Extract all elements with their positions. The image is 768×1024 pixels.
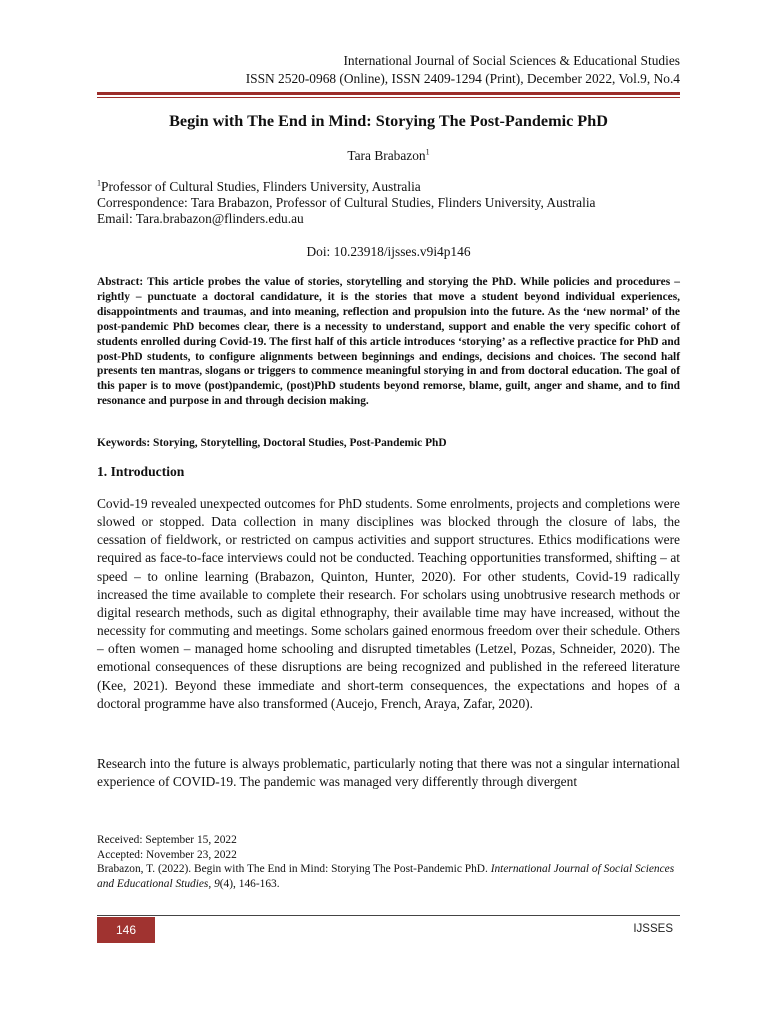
body-paragraph-2: Research into the future is always problematic, particularly noting that there was not a singular international experience of COVID-19. The pandemic was managed very differently through divergent: [97, 756, 680, 790]
accepted-date: Accepted: November 23, 2022: [97, 848, 237, 861]
affiliation-superscript: 1: [97, 178, 101, 188]
abstract: Abstract: This article probes the value of stories, storytelling and storying the PhD. While policies and procedures – rightly – punctuate a doctoral candidature, it is the stories that move a student beyond individual experiences, disappointments and traumas, and into meaning, reflection and propulsion into the future. As the ‘new normal’ of the post-pandemic PhD becomes clear, there is a necessity to understand, support and enable the very specific cohort of students enrolled during Covid-19. The first half of this article introduces ‘storying’ as a reflective practice for PhD and post-PhD students, to configure alignments between beginnings and endings, decisions and choices. The second half presents ten mantras, slogans or triggers to commence meaningful storying in and from doctoral education. The goal of this paper is to move (post)pandemic, (post)PhD students beyond remorse, blame, guilt, anger and shame, and to find resonance and purpose in and through decision making.: [97, 276, 680, 408]
header-rule-thick: [97, 92, 680, 95]
journal-header: [246, 52, 680, 88]
affiliation-line: [97, 179, 680, 195]
citation-volume: 9: [211, 877, 220, 890]
footnotes: [97, 833, 680, 891]
body-paragraph-1: Covid-19 revealed unexpected outcomes for PhD students. Some enrolments, projects and completions were slowed or stopped. Data collection in many disciplines was blocked through the closure of labs, the cessation of fieldwork, or restricted on campus activities and support structures. Ethics modifications were required as face-to-face interviews could not be conducted. Teaching opportunities transformed, shifting – at speed – to online learning (Brabazon, Quinton, Hunter, 2020). For other students, Covid-19 radically increased the time available to complete their research. For scholars using unobtrusive research methods or digital research methods, such as digital ethnography, their available time may have increased, without the necessity for commuting and meetings. Some scholars gained enormous freedom over their schedule. Others – often women – managed home schooling and disrupted timetables (Letzel, Pozas, Schneider, 2020). The emotional consequences of these disruptions are being recognized and published in the refereed literature (Kee, 2021). Beyond these immediate and short-term consequences, the expectations and hopes of a doctoral programme have also transformed (Aucejo, French, Araya, Zafar, 2020).: [97, 496, 680, 711]
email-line: Email: Tara.brabazon@flinders.edu.au: [97, 211, 304, 226]
article-title: Begin with The End in Mind: Storying The Post-Pandemic PhD: [169, 112, 608, 130]
footer-rule: [97, 915, 680, 916]
page-number-badge: [97, 917, 155, 943]
journal-name-line: International Journal of Social Sciences & Educational Studies: [343, 53, 680, 68]
author-name: Tara Brabazon: [347, 148, 426, 163]
citation-prefix: Brabazon, T. (2022). Begin with The End in Mind: Storying The Post-Pandemic PhD.: [97, 863, 491, 875]
citation-suffix: (4), 146-163.: [219, 877, 280, 890]
section-heading-introduction: 1. Introduction: [97, 464, 185, 479]
received-date: Received: September 15, 2022: [97, 834, 237, 846]
article-author: [97, 148, 680, 164]
doi-line: Doi: 10.23918/ijsses.v9i4p146: [306, 244, 471, 259]
page-number: 146: [115, 923, 137, 937]
correspondence-line: Correspondence: Tara Brabazon, Professor of Cultural Studies, Flinders University, Australia: [97, 195, 596, 210]
affiliation-text: Professor of Cultural Studies, Flinders University, Australia: [101, 179, 421, 194]
footer-journal-abbrev: IJSSES: [633, 923, 673, 935]
citation: [97, 862, 680, 891]
keywords: Keywords: Storying, Storytelling, Doctoral Studies, Post-Pandemic PhD: [97, 437, 447, 449]
affiliation-block: [97, 179, 680, 227]
citation-journal: International Journal of Social Sciences and Educational Studies,: [97, 863, 675, 890]
author-superscript: 1: [425, 147, 430, 157]
header-rule-thin: [97, 97, 680, 98]
journal-issn-line: ISSN 2520-0968 (Online), ISSN 2409-1294 (Print), December 2022, Vol.9, No.4: [245, 71, 680, 86]
